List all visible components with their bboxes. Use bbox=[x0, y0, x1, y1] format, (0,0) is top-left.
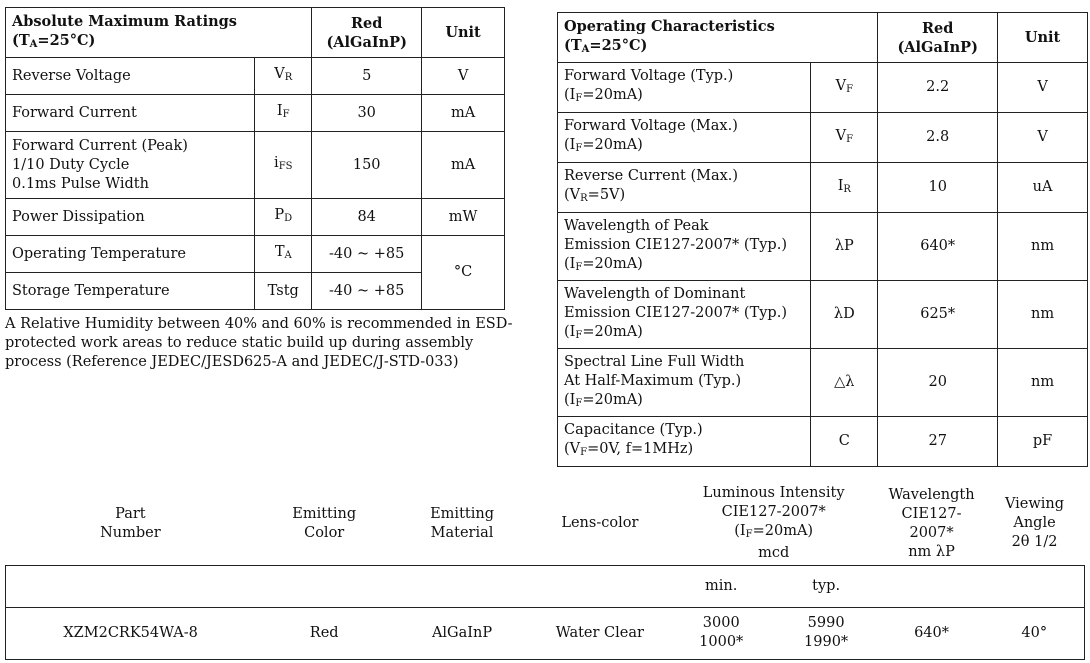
param-symbol: C bbox=[811, 417, 878, 467]
param-cell: Reverse Current (Max.) $(V_R=5V)$ bbox=[558, 163, 811, 213]
amr-col-unit: Unit bbox=[422, 8, 505, 58]
header-luminous-intensity: Luminous Intensity CIE127-2007* $(I_F=20mA)$ mcd bbox=[702, 485, 845, 562]
param-unit: mA bbox=[422, 132, 505, 199]
param-name: Storage Temperature bbox=[6, 273, 255, 310]
emitting-color: Red bbox=[255, 607, 393, 659]
param-value: -40 ~ +85 bbox=[312, 236, 422, 273]
param-unit: V bbox=[998, 63, 1088, 113]
param-cell: Capacitance (Typ.) ($V_F=0V$, f=1MHz) bbox=[558, 417, 811, 467]
param-value: 27 bbox=[878, 417, 998, 467]
intensity-typ: 5990 1990* bbox=[774, 607, 879, 659]
intensity-min: 3000 1000* bbox=[669, 607, 774, 659]
header-lens-color: Lens-color bbox=[561, 515, 639, 532]
lens-color: Water Clear bbox=[531, 607, 669, 659]
header-part-number: Part Number bbox=[100, 505, 161, 541]
param-name: Forward Current bbox=[6, 95, 255, 132]
header-emitting-color: Emitting Color bbox=[292, 505, 357, 541]
param-value: 5 bbox=[312, 58, 422, 95]
absolute-maximum-ratings-table bbox=[5, 7, 505, 310]
param-value: 150 bbox=[312, 132, 422, 199]
amr-col-red: Red (AlGaInP) bbox=[312, 8, 422, 58]
table-row bbox=[6, 132, 505, 199]
table-row bbox=[6, 95, 505, 132]
param-symbol: Tstg bbox=[255, 273, 312, 310]
param-value: 625* bbox=[878, 281, 998, 349]
table-row bbox=[558, 281, 1088, 349]
table-row bbox=[6, 58, 505, 95]
param-unit: uA bbox=[998, 163, 1088, 213]
table-row bbox=[558, 163, 1088, 213]
wavelength-value: 640* bbox=[879, 607, 985, 659]
oc-title-cell bbox=[558, 13, 878, 63]
param-unit: pF bbox=[998, 417, 1088, 467]
param-unit: nm bbox=[998, 281, 1088, 349]
param-value: -40 ~ +85 bbox=[312, 273, 422, 310]
subheader-typ: typ. bbox=[774, 565, 879, 607]
param-symbol: λP bbox=[811, 213, 878, 281]
table-row bbox=[6, 607, 1085, 659]
param-symbol: λD bbox=[811, 281, 878, 349]
param-cell: Wavelength of Dominant Emission CIE127-2007* (Typ.) $(I_F=20mA)$ bbox=[558, 281, 811, 349]
header-viewing-angle: Viewing Angle 2θ 1/2 bbox=[1004, 496, 1065, 551]
operating-characteristics-table bbox=[557, 12, 1088, 467]
param-name: Forward Current (Peak) 1/10 Duty Cycle 0.1ms Pulse Width bbox=[6, 132, 255, 199]
param-value: 10 bbox=[878, 163, 998, 213]
param-symbol: $T_A$ bbox=[255, 236, 312, 273]
oc-title: Operating Characteristics bbox=[564, 17, 775, 35]
param-symbol: $i_{FS}$ bbox=[255, 132, 312, 199]
param-cell: Forward Voltage (Max.) $(I_F=20mA)$ bbox=[558, 113, 811, 163]
table-row bbox=[558, 113, 1088, 163]
table-row bbox=[6, 199, 505, 236]
param-symbol: △λ bbox=[811, 349, 878, 417]
param-value: 30 bbox=[312, 95, 422, 132]
table-row bbox=[558, 213, 1088, 281]
param-unit: V bbox=[422, 58, 505, 95]
table-row bbox=[558, 417, 1088, 467]
param-cell: Forward Voltage (Typ.) $(I_F=20mA)$ bbox=[558, 63, 811, 113]
param-name: Reverse Voltage bbox=[6, 58, 255, 95]
emitting-material: AlGaInP bbox=[393, 607, 531, 659]
header-emitting-material: Emitting Material bbox=[430, 505, 494, 541]
param-symbol: $V_F$ bbox=[811, 63, 878, 113]
param-unit: nm bbox=[998, 349, 1088, 417]
header-wavelength: Wavelength CIE127-2007* nm λP bbox=[888, 486, 975, 560]
param-unit: mW bbox=[422, 199, 505, 236]
param-symbol: $P_D$ bbox=[255, 199, 312, 236]
param-unit: nm bbox=[998, 213, 1088, 281]
param-unit: °C bbox=[422, 236, 505, 310]
param-symbol: $V_R$ bbox=[255, 58, 312, 95]
oc-condition: $(T_A=25^\circ C)$ bbox=[564, 36, 648, 55]
viewing-angle-value: 40° bbox=[985, 607, 1085, 659]
param-symbol: $I_R$ bbox=[811, 163, 878, 213]
table-row bbox=[558, 349, 1088, 417]
param-cell: Wavelength of Peak Emission CIE127-2007* (Typ.) $(I_F=20mA)$ bbox=[558, 213, 811, 281]
table-row bbox=[558, 63, 1088, 113]
param-value: 84 bbox=[312, 199, 422, 236]
param-name: Power Dissipation bbox=[6, 199, 255, 236]
subheader-min: min. bbox=[669, 565, 774, 607]
oc-col-unit: Unit bbox=[998, 13, 1088, 63]
table-row bbox=[6, 236, 505, 273]
part-number: XZM2CRK54WA-8 bbox=[6, 607, 256, 659]
param-value: 2.8 bbox=[878, 113, 998, 163]
amr-title-cell bbox=[6, 8, 312, 58]
param-symbol: $I_F$ bbox=[255, 95, 312, 132]
part-number-table bbox=[5, 483, 1085, 660]
humidity-note: A Relative Humidity between 40% and 60% is recommended in ESD-protected work areas to reduce static build up during assembly process (Reference JEDEC/JESD625-A and JEDEC/J-STD-033) bbox=[5, 316, 513, 370]
oc-col-red: Red (AlGaInP) bbox=[878, 13, 998, 63]
param-symbol: $V_F$ bbox=[811, 113, 878, 163]
param-cell: Spectral Line Full Width At Half-Maximum (Typ.) $(I_F=20mA)$ bbox=[558, 349, 811, 417]
amr-condition: $(T_A=25^\circ C)$ bbox=[12, 31, 96, 50]
amr-title: Absolute Maximum Ratings bbox=[12, 12, 237, 30]
param-name: Operating Temperature bbox=[6, 236, 255, 273]
param-unit: mA bbox=[422, 95, 505, 132]
param-value: 640* bbox=[878, 213, 998, 281]
param-value: 20 bbox=[878, 349, 998, 417]
param-value: 2.2 bbox=[878, 63, 998, 113]
param-unit: V bbox=[998, 113, 1088, 163]
